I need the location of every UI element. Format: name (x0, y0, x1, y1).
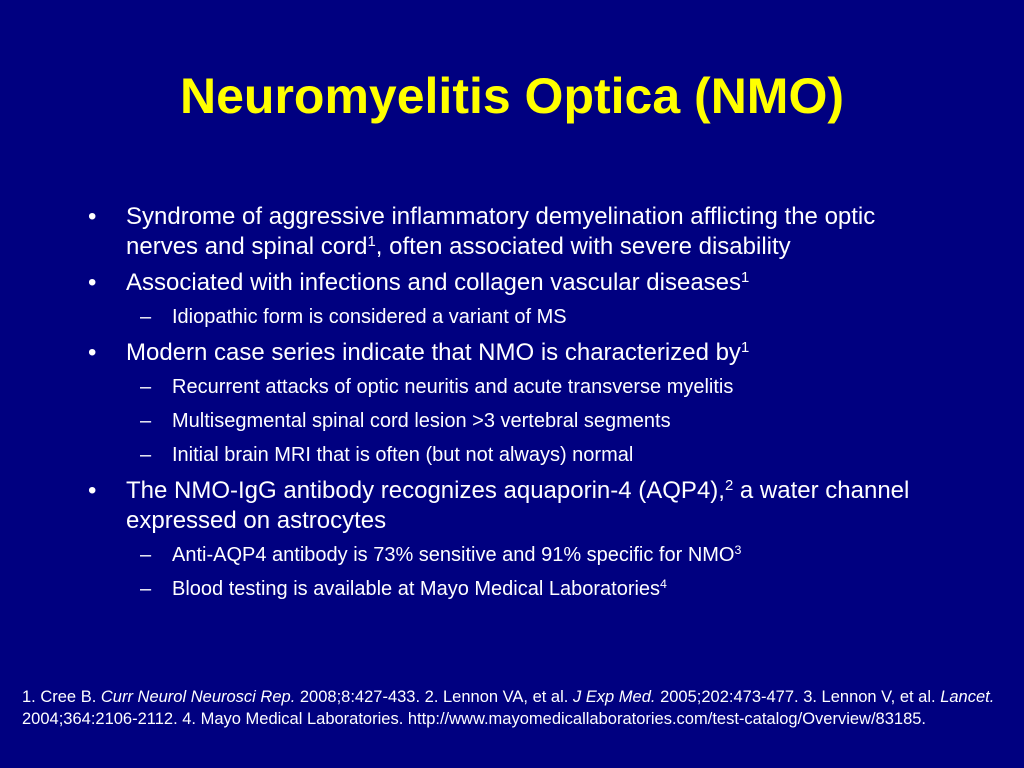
dash-marker: – (140, 376, 152, 398)
dash-marker: – (140, 410, 152, 432)
slide-title: Neuromyelitis Optica (NMO) (180, 68, 844, 124)
bullet-text-tail: , often associated with severe disability (375, 233, 791, 260)
reference-text: 2004;364:2106-2112. 4. Mayo Medical Laboratories. http://www.mayomedicallaboratories.com/test-catalog/Overview/83185. (22, 710, 927, 728)
sub-bullet-idiopathic (88, 304, 938, 330)
bullet-marker: • (88, 203, 97, 230)
sub-bullet-text: Idiopathic form is considered a variant of MS (172, 306, 567, 328)
bullet-marker: • (88, 269, 97, 296)
bullet-item-nmo-igg (88, 476, 938, 536)
journal-name: J Exp Med. (572, 688, 656, 706)
sub-bullet-anti-aqp4 (88, 542, 938, 568)
dash-marker: – (140, 306, 152, 328)
sub-bullet-text: Initial brain MRI that is often (but not always) normal (172, 444, 634, 466)
bullet-item-case-series (88, 338, 938, 368)
sub-bullet-recurrent (88, 374, 938, 400)
bullet-text: The NMO-IgG antibody recognizes aquaporin-4 (AQP4), (126, 477, 725, 504)
bullet-list (88, 202, 938, 610)
bullet-text-tail: a water channel expressed on astrocytes (126, 477, 910, 534)
sub-bullet-blood-testing (88, 576, 938, 602)
bullet-marker: • (88, 477, 97, 504)
journal-name: Curr Neurol Neurosci Rep. (100, 688, 296, 706)
dash-marker: – (140, 544, 152, 566)
citation-superscript: 1 (741, 269, 750, 286)
sub-bullet-initial-mri (88, 442, 938, 468)
sub-bullet-text: Multisegmental spinal cord lesion >3 vertebral segments (172, 410, 671, 432)
bullet-item-associated (88, 268, 938, 298)
sub-bullet-multisegmental (88, 408, 938, 434)
bullet-text: Syndrome of aggressive inflammatory demyelination afflicting the optic nerves and spinal cord (126, 203, 876, 260)
journal-name: Lancet. (940, 688, 995, 706)
reference-text: 1. Cree B. (22, 688, 101, 706)
reference-text: 2005;202:473-477. 3. Lennon V, et al. (655, 688, 941, 706)
sub-bullet-text: Blood testing is available at Mayo Medical Laboratories (172, 578, 661, 600)
bullet-marker: • (88, 339, 97, 366)
sub-bullet-text: Anti-AQP4 antibody is 73% sensitive and 91% specific for NMO (172, 544, 735, 566)
citation-superscript: 1 (740, 339, 750, 356)
citation-superscript: 2 (724, 477, 734, 494)
bullet-text: Associated with infections and collagen vascular diseases (126, 269, 742, 296)
reference-text: 2008;8:427-433. 2. Lennon VA, et al. (295, 688, 573, 706)
citation-superscript: 1 (367, 233, 376, 250)
bullet-item-syndrome (88, 202, 938, 262)
references-footnote (22, 686, 1002, 730)
citation-superscript: 4 (660, 577, 667, 592)
dash-marker: – (140, 444, 152, 466)
dash-marker: – (140, 578, 152, 600)
sub-bullet-text: Recurrent attacks of optic neuritis and acute transverse myelitis (172, 376, 734, 398)
citation-superscript: 3 (734, 543, 742, 558)
bullet-text: Modern case series indicate that NMO is characterized by (126, 339, 741, 366)
